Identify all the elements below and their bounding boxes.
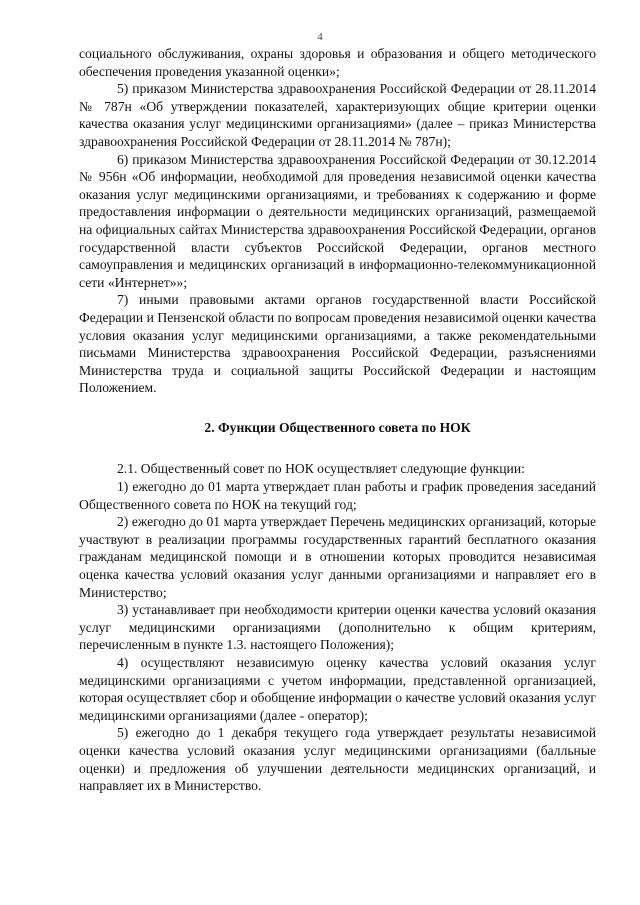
paragraph-item-6-order-956n: 6) приказом Министерства здравоохранения Российской Федерации от 30.12.2014 № 956н «Об информации, необходимой для проведения независимой оценки качества оказания услуг медицинскими организациями, и требованиях к содержанию и форме предоставления информации о деятельности медицинских организаций, размещаемой на официальных сайтах Министерства здравоохранения Российской Федерации, органов государственной власти субъектов Российской Федерации, органов местного самоуправления и медицинских организаций в информационно-телекоммуникационной сети «Интернет»»; [79,151,596,290]
paragraph-function-5: 5) ежегодно до 1 декабря текущего года утверждает результаты независимой оценки качества условий оказания услуг медицинскими организациями (балльные оценки) и предложения об улучшении деятельности медицинских организаций, и направляет их в Министерство. [79,725,596,794]
paragraph-item-7-other-acts: 7) иными правовыми актами органов государственной власти Российской Федерации и Пензенской области по вопросам проведения независимой оценки качества условия оказания услуг медицинскими организациями, а также рекомендательными письмами Министерства здравоохранения Российской Федерации, разъяснениями Министерства труда и социальной защиты Российской Федерации и настоящим Положением. [79,292,596,396]
paragraph-continuation: социального обслуживания, охраны здоровья и образования и общего методического обеспечения проведения указанной оценки»; [79,46,596,79]
paragraph-function-3: 3) устанавливает при необходимости критерии оценки качества условий оказания услуг медицинскими организациями (дополнительно к общим критериям, перечисленным в пункте 1.3. настоящего Положения); [79,602,596,653]
page-number: 4 [317,31,323,43]
section-heading: 2. Функции Общественного совета по НОК [204,419,471,435]
document-body [79,45,596,795]
paragraph-2-1-intro: 2.1. Общественный совет по НОК осуществляет следующие функции: [117,461,525,477]
paragraph-function-1: 1) ежегодно до 01 марта утверждает план работы и график проведения заседаний Общественного совета по НОК на текущий год; [79,479,596,512]
paragraph-function-4: 4) осуществляют независимую оценку качества условий оказания услуг медицинскими организациями с учетом информации, представленной организацией, которая осуществляет сбор и обобщение информации о качестве условий оказания услуг медицинскими организациями (далее - оператор); [79,655,596,723]
paragraph-function-2: 2) ежегодно до 01 марта утверждает Перечень медицинских организаций, которые участвуют в реализации программы государственных гарантий бесплатного оказания гражданам медицинской помощи и в отношении которых проводится независимая оценка качества условий оказания услуг данными организациями и направляет его в Министерство; [79,514,596,600]
paragraph-item-5-order-787n: 5) приказом Министерства здравоохранения Российской Федерации от 28.11.2014 № 787н «Об утверждении показателей, характеризующих общие критерии оценки качества оказания услуг медицинскими организациями» (далее – приказ Министерства здравоохранения Российской Федерации от 28.11.2014 № 787н); [79,81,596,149]
